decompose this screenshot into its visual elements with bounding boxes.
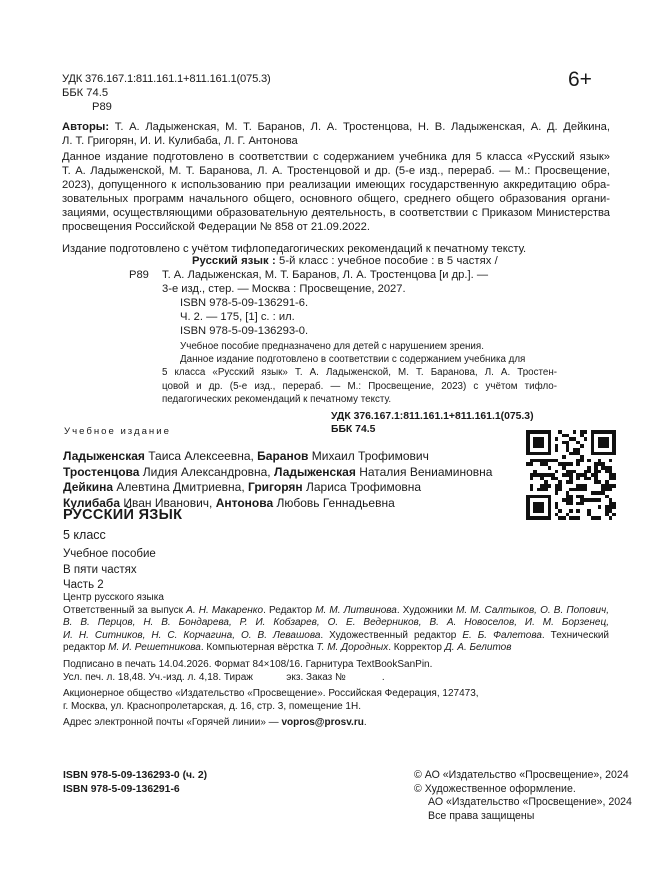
credits-line	[63, 617, 609, 630]
credit-role: Ответственный за выпуск	[63, 604, 187, 616]
card-author-mark: Р89	[129, 269, 149, 281]
credit-person: М. М. Литвинова	[315, 604, 397, 616]
book-info	[63, 506, 182, 594]
author-name: Наталия Вениаминовна	[355, 464, 493, 479]
author-surname: Кулибаба	[63, 495, 121, 510]
card-isbn-1: ISBN 978-5-09-136291-6.	[180, 297, 309, 309]
print-info-line-1: Подписано в печать 14.04.2026. Формат 84×108/16. Гарнитура TextBookSanPin.	[63, 658, 433, 670]
intro-line: Данное издание подготовлено в соответствии с содержанием учебника для 5 класса «Русский язык»	[62, 151, 610, 163]
card-authors: Т. А. Ладыженская, М. Т. Баранов, Л. А. Тростенцова [и др.]. —	[162, 269, 489, 281]
credit-role: редактор	[63, 642, 109, 654]
book-parts: В пяти частях	[63, 563, 137, 576]
authors-block	[62, 120, 610, 148]
card-part: Ч. 2. — 175, [1] с. : ил.	[180, 311, 295, 323]
bibliographic-codes	[62, 72, 271, 114]
authors-line-2: Л. Т. Григорян, И. И. Кулибаба, Л. Г. Антонова	[62, 135, 298, 147]
edition-type: Учебное издание	[64, 426, 171, 437]
author-surname: Ладыженская	[63, 449, 145, 463]
author-name: Михаил Трофимович	[308, 449, 429, 463]
card-note-line: Данное издание подготовлено в соответствии с содержанием учебника для	[180, 354, 526, 366]
credits-line	[63, 642, 609, 655]
age-rating: 6+	[568, 68, 592, 91]
print-info-line-2: Усл. печ. л. 18,48. Уч.-изд. л. 4,18. Тираж экз. Заказ № .	[63, 671, 385, 683]
credit-role: . Художники	[396, 604, 457, 616]
email-end: .	[363, 717, 367, 729]
catalog-card	[130, 254, 560, 436]
rights-reserved: Все права защищены	[428, 809, 535, 822]
intro-line: зациями, осуществляющими образовательную деятельность, в соответствии с Приказом Министерства	[62, 207, 610, 219]
credit-person: И. Н. Ситников, Н. С. Корчагина, О. В. Левашова	[63, 629, 321, 641]
copyright-design-holder: АО «Издательство «Просвещение», 2024	[428, 796, 632, 808]
credit-role: . Корректор	[388, 642, 445, 654]
author-surname: Антонова	[215, 495, 274, 510]
credits	[63, 592, 609, 730]
card-title-line	[130, 254, 560, 268]
isbn-part: ISBN 978-5-09-136293-0 (ч. 2)	[63, 770, 208, 781]
email-label: Адрес электронной почты «Горячей линии» —	[63, 717, 282, 729]
author-row	[63, 465, 492, 481]
intro-line: Т. А. Ладыженской, М. Т. Баранова, Л. А. Тростенцовой и др. (5-е изд., перераб. — М.: Просвещение,	[62, 165, 610, 177]
credit-role: . Компьютерная вёрстка	[200, 642, 317, 654]
book-grade: 5 класс	[63, 528, 106, 542]
copyright-design: © Художественное оформление.	[414, 782, 576, 795]
udk-code: УДК 376.167.1:811.161.1+811.161.1(075.3)	[62, 73, 271, 85]
card-isbn-2: ISBN 978-5-09-136293-0.	[180, 325, 309, 337]
copyright-publisher: © АО «Издательство «Просвещение», 2024	[414, 769, 629, 781]
card-title-rest: 5-й класс : учебное пособие : в 5 частях /	[275, 255, 498, 267]
publishing-center: Центр русского языка	[63, 592, 164, 603]
author-name: Лариса Трофимовна	[302, 480, 422, 494]
author-name: Иван Иванович,	[120, 495, 216, 510]
author-surname: Григорян	[248, 480, 303, 494]
card-note-1: Учебное пособие предназначено для детей с нарушением зрения.	[180, 341, 484, 352]
tiflo-note: Издание подготовлено с учётом тифлопедагогических рекомендаций к печатному тексту.	[62, 243, 527, 255]
credit-person: В. В. Перцов, Н. В. Бондарева, Р. И. Кобзарев, О. Е. Ведерников, В. А. Новоселов, И. М. Борзенец,	[63, 617, 609, 629]
author-surname: Дейкина	[63, 480, 114, 494]
publisher-line-2: г. Москва, ул. Краснопролетарская, д. 16, стр. 3, помещение 1Н.	[63, 700, 361, 712]
card-udk: УДК 376.167.1:811.161.1+811.161.1(075.3)	[331, 411, 534, 423]
author-name: Таиса Алексеевна,	[144, 449, 258, 463]
credit-role: . Художественный редактор	[320, 629, 463, 641]
book-title: РУССКИЙ ЯЗЫК	[63, 507, 183, 523]
credit-role: . Редактор	[263, 604, 316, 616]
bbk-code: ББК 74.5	[62, 87, 109, 99]
credit-person: М. М. Салтыков, О. В. Попович,	[456, 604, 609, 616]
credits-line	[63, 630, 609, 643]
intro-line: просвещения Российской Федерации № 858 от 21.09.2022.	[62, 221, 370, 233]
hotline-email-line	[63, 717, 609, 730]
qr-code[interactable]	[526, 430, 616, 520]
author-row	[63, 480, 492, 496]
full-authors-list	[63, 449, 492, 511]
credit-role: . Технический	[541, 629, 609, 641]
card-note-2	[130, 353, 557, 406]
credit-person: М. И. Решетникова	[108, 642, 201, 654]
card-edition: 3-е изд., стер. — Москва : Просвещение, 2027.	[162, 283, 406, 295]
author-mark: Р89	[92, 101, 112, 113]
intro-line: 2023), допущенного к использованию при реализации имеющих государственную аккредитацию обра-	[62, 179, 610, 191]
authors-label: Авторы:	[62, 121, 110, 133]
author-surname: Баранов	[257, 449, 309, 463]
author-name: Лидия Александровна,	[139, 464, 274, 479]
isbn-set: ISBN 978-5-09-136291-6	[63, 783, 180, 795]
authors-line-1: Т. А. Ладыженская, М. Т. Баранов, Л. А. Тростенцова, Н. В. Ладыженская, А. Д. Дейкина,	[114, 121, 610, 133]
author-row	[63, 449, 492, 465]
card-line-2	[130, 268, 560, 282]
author-name: Алевтина Дмитриевна,	[113, 480, 248, 494]
author-surname: Ладыженская	[273, 464, 356, 479]
card-title: Русский язык :	[192, 255, 276, 267]
card-bbk: ББК 74.5	[331, 424, 376, 436]
author-surname: Тростенцова	[63, 464, 140, 479]
credits-line	[63, 605, 609, 618]
card-note-line: цовой и др. (5-е изд., перераб. — М.: Просвещение, 2023) с учётом тифло-	[162, 380, 557, 392]
footer-copyright	[414, 769, 632, 823]
credit-person: А. Н. Макаренко	[186, 604, 264, 616]
intro-line: зовательных программ начального общего, основного общего, среднего общего образования органи-	[62, 193, 610, 205]
credit-person: Д. А. Белитов	[444, 642, 512, 654]
intro-paragraph	[62, 150, 610, 256]
footer-isbn	[63, 769, 207, 796]
credit-person: Е. Б. Фалетова	[462, 629, 542, 641]
card-note-line: 5 класса «Русский язык» Т. А. Ладыженской, М. Т. Баранова, Л. А. Тростен-	[162, 367, 557, 379]
author-name: Любовь Геннадьевна	[273, 495, 395, 510]
book-part: Часть 2	[63, 579, 104, 591]
card-note-line: педагогических рекомендаций к печатному тексту.	[162, 393, 392, 405]
credit-person: Т. М. Дородных	[316, 642, 389, 654]
publisher-line-1: Акционерное общество «Издательство «Просвещение». Российская Федерация, 127473,	[63, 688, 479, 700]
email-link[interactable]: vopros@prosv.ru	[281, 717, 364, 729]
book-type: Учебное пособие	[63, 548, 156, 560]
